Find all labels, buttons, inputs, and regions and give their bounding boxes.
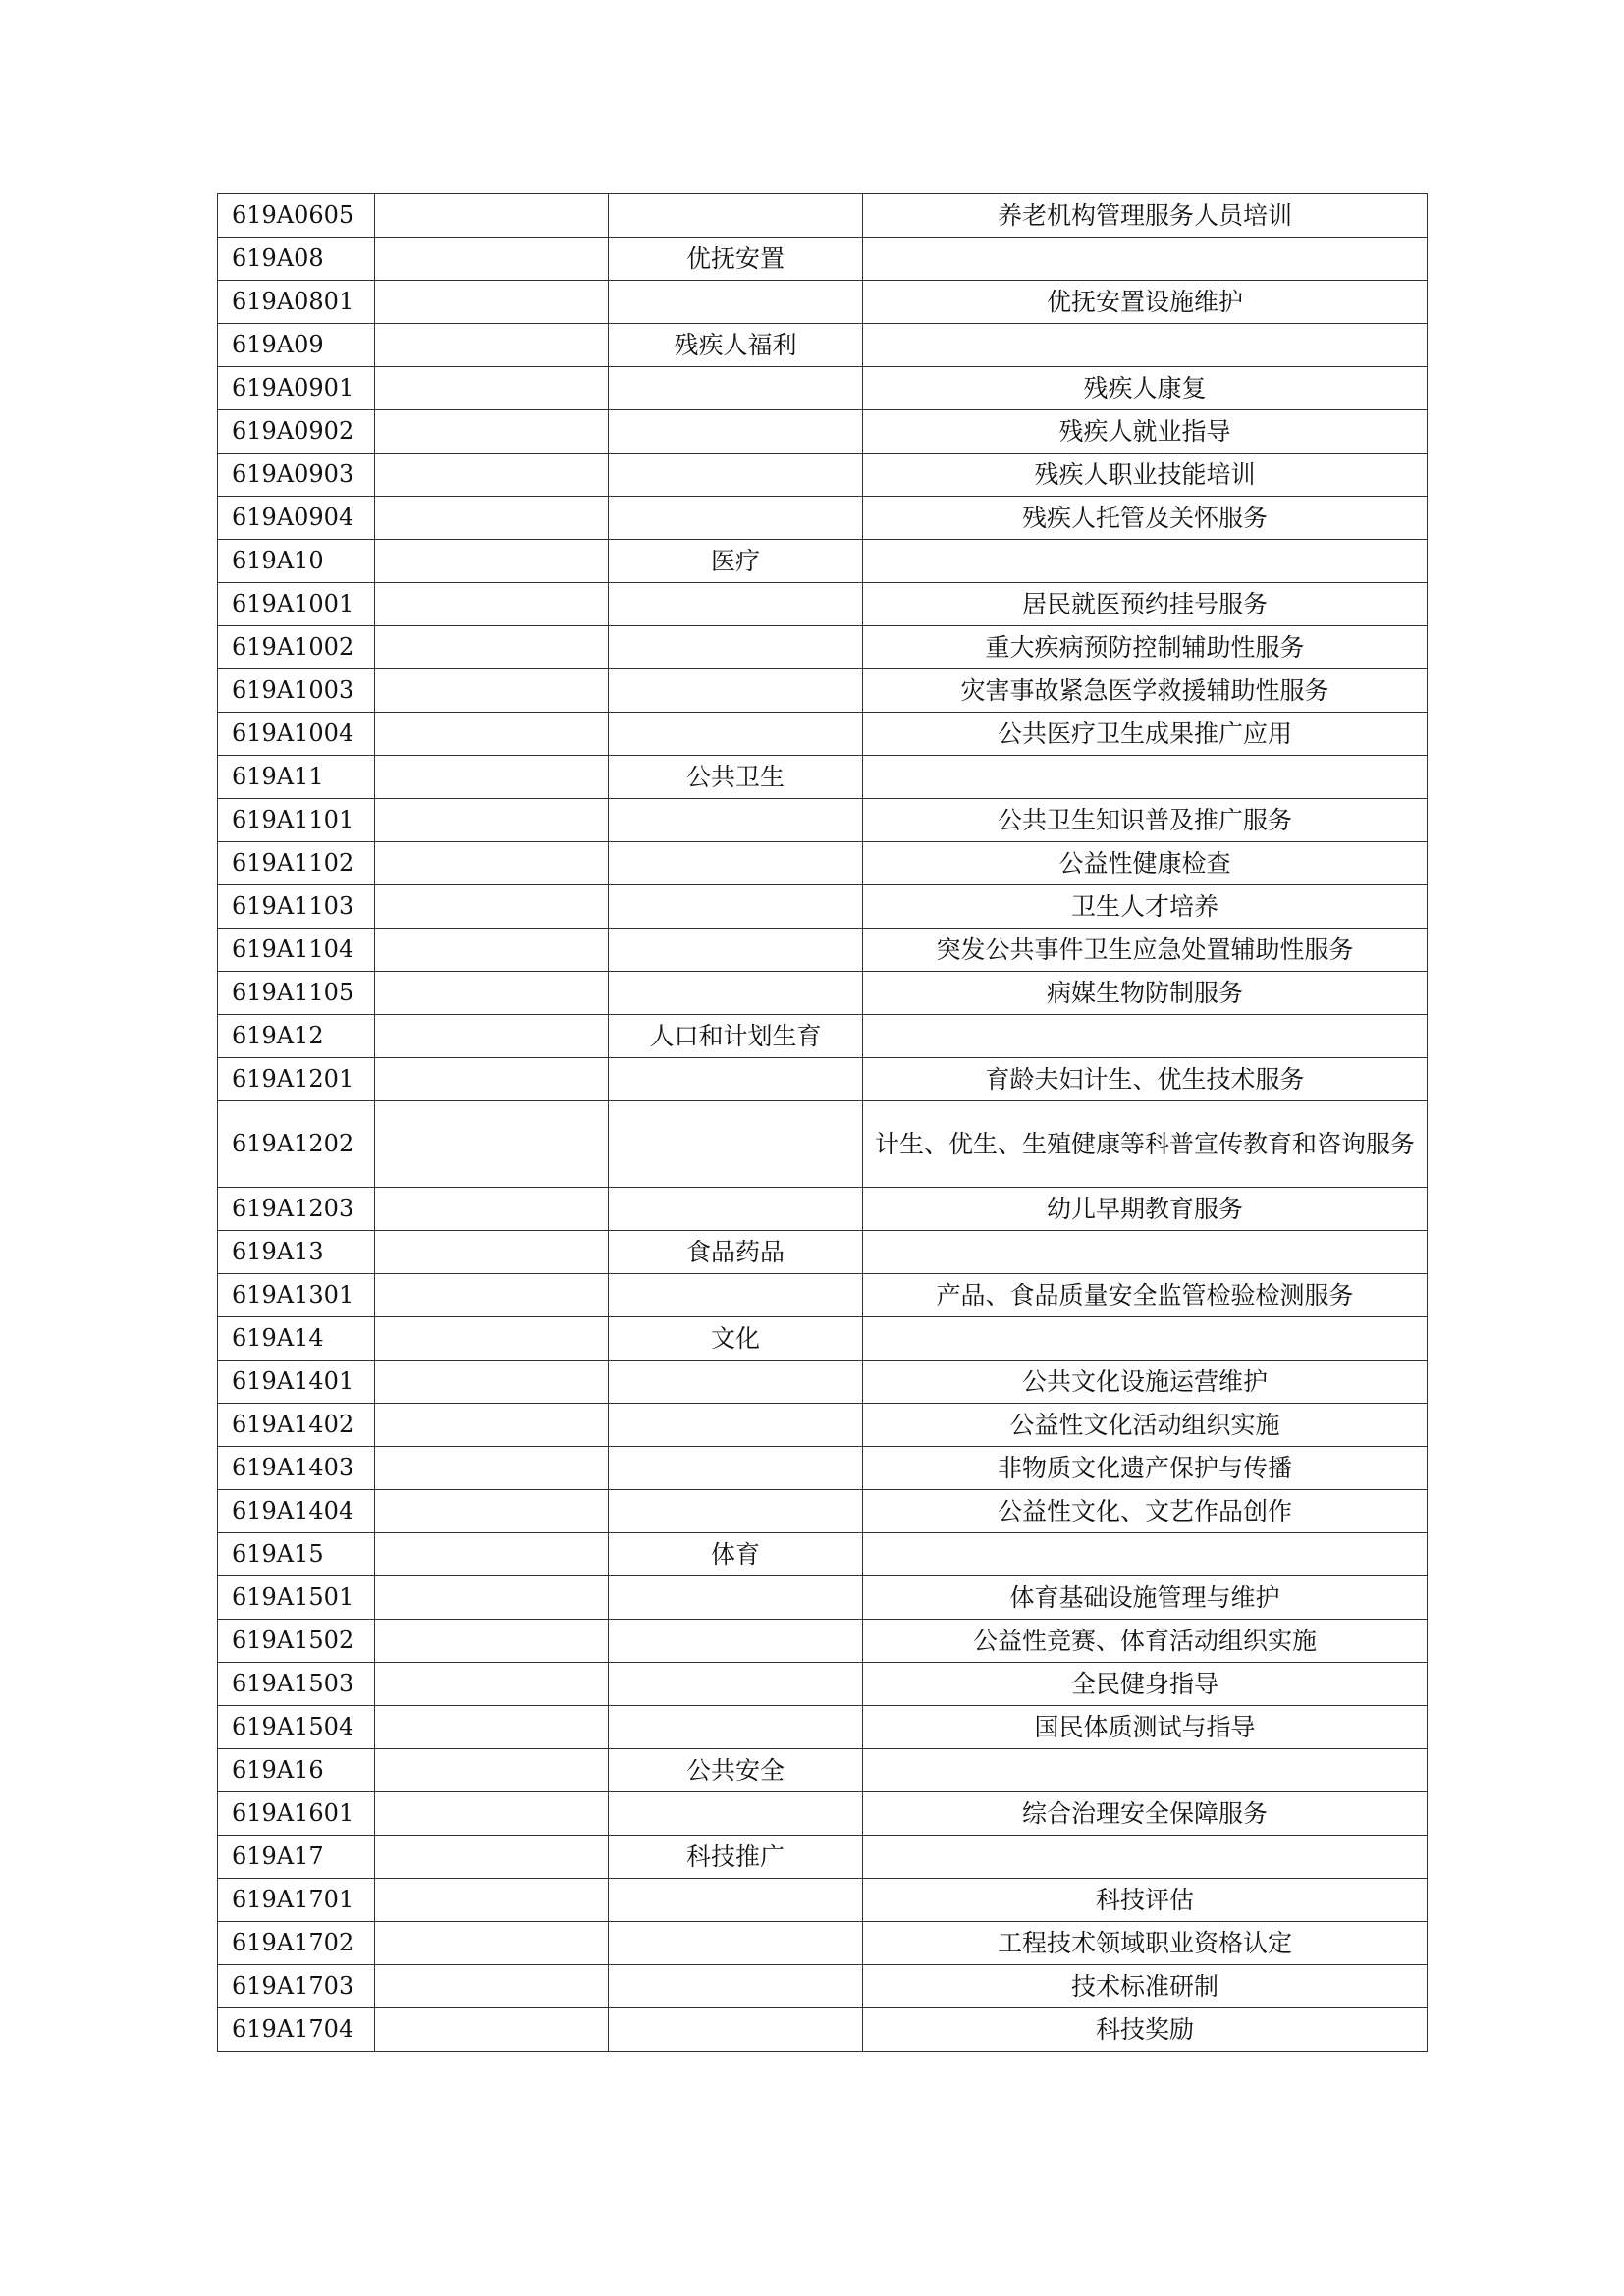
table-row xyxy=(218,1404,1428,1447)
empty-cell xyxy=(375,454,609,497)
code-cell: 619A1102 xyxy=(218,842,375,885)
category-cell xyxy=(609,2008,863,2052)
empty-cell xyxy=(375,281,609,324)
category-cell: 医疗 xyxy=(609,540,863,583)
category-cell xyxy=(609,972,863,1015)
empty-cell xyxy=(375,1706,609,1749)
service-item-cell: 养老机构管理服务人员培训 xyxy=(863,194,1428,238)
code-cell: 619A1502 xyxy=(218,1620,375,1663)
table-row xyxy=(218,799,1428,842)
service-item-cell xyxy=(863,238,1428,281)
table-row xyxy=(218,669,1428,713)
category-cell xyxy=(609,1576,863,1620)
category-cell xyxy=(609,669,863,713)
empty-cell xyxy=(375,497,609,540)
table-row xyxy=(218,238,1428,281)
service-item-cell: 幼儿早期教育服务 xyxy=(863,1188,1428,1231)
empty-cell xyxy=(375,238,609,281)
empty-cell xyxy=(375,1058,609,1101)
category-cell xyxy=(609,497,863,540)
service-item-cell xyxy=(863,324,1428,367)
empty-cell xyxy=(375,669,609,713)
service-item-cell: 公益性竞赛、体育活动组织实施 xyxy=(863,1620,1428,1663)
empty-cell xyxy=(375,540,609,583)
table-row xyxy=(218,1576,1428,1620)
service-item-cell: 公益性文化、文艺作品创作 xyxy=(863,1490,1428,1533)
code-cell: 619A1203 xyxy=(218,1188,375,1231)
code-cell: 619A1105 xyxy=(218,972,375,1015)
code-cell: 619A1202 xyxy=(218,1101,375,1188)
table-row xyxy=(218,2008,1428,2052)
table-row xyxy=(218,1749,1428,1792)
service-item-cell: 优抚安置设施维护 xyxy=(863,281,1428,324)
service-item-cell: 突发公共事件卫生应急处置辅助性服务 xyxy=(863,929,1428,972)
code-cell: 619A15 xyxy=(218,1533,375,1576)
service-item-cell: 残疾人职业技能培训 xyxy=(863,454,1428,497)
category-cell xyxy=(609,842,863,885)
code-cell: 619A17 xyxy=(218,1836,375,1879)
table-row xyxy=(218,1317,1428,1361)
service-item-cell: 居民就医预约挂号服务 xyxy=(863,583,1428,626)
empty-cell xyxy=(375,1274,609,1317)
table-row xyxy=(218,1274,1428,1317)
code-cell: 619A0605 xyxy=(218,194,375,238)
empty-cell xyxy=(375,713,609,756)
service-item-cell: 全民健身指导 xyxy=(863,1663,1428,1706)
empty-cell xyxy=(375,1879,609,1922)
table-row xyxy=(218,497,1428,540)
table-row xyxy=(218,1361,1428,1404)
category-cell xyxy=(609,1058,863,1101)
code-cell: 619A0904 xyxy=(218,497,375,540)
table-row xyxy=(218,540,1428,583)
service-item-cell: 科技奖励 xyxy=(863,2008,1428,2052)
service-item-cell: 育龄夫妇计生、优生技术服务 xyxy=(863,1058,1428,1101)
code-cell: 619A1003 xyxy=(218,669,375,713)
service-item-cell: 公共文化设施运营维护 xyxy=(863,1361,1428,1404)
empty-cell xyxy=(375,194,609,238)
empty-cell xyxy=(375,1404,609,1447)
empty-cell xyxy=(375,1922,609,1965)
category-cell xyxy=(609,367,863,410)
category-cell: 公共卫生 xyxy=(609,756,863,799)
empty-cell xyxy=(375,799,609,842)
code-cell: 619A11 xyxy=(218,756,375,799)
table-row xyxy=(218,454,1428,497)
category-cell xyxy=(609,1404,863,1447)
service-item-cell xyxy=(863,1749,1428,1792)
service-item-cell xyxy=(863,1533,1428,1576)
table-row xyxy=(218,626,1428,669)
empty-cell xyxy=(375,1620,609,1663)
code-cell: 619A0902 xyxy=(218,410,375,454)
category-cell: 公共安全 xyxy=(609,1749,863,1792)
category-cell xyxy=(609,410,863,454)
code-cell: 619A1504 xyxy=(218,1706,375,1749)
service-item-cell: 科技评估 xyxy=(863,1879,1428,1922)
table-row xyxy=(218,367,1428,410)
category-cell xyxy=(609,454,863,497)
code-cell: 619A1601 xyxy=(218,1792,375,1836)
table-row xyxy=(218,842,1428,885)
category-cell: 残疾人福利 xyxy=(609,324,863,367)
code-cell: 619A1402 xyxy=(218,1404,375,1447)
table-row xyxy=(218,1663,1428,1706)
service-item-cell: 技术标准研制 xyxy=(863,1965,1428,2008)
empty-cell xyxy=(375,1749,609,1792)
code-cell: 619A09 xyxy=(218,324,375,367)
empty-cell xyxy=(375,1231,609,1274)
service-item-cell xyxy=(863,1231,1428,1274)
table-row xyxy=(218,1447,1428,1490)
service-item-cell xyxy=(863,756,1428,799)
category-cell xyxy=(609,929,863,972)
service-item-cell: 残疾人就业指导 xyxy=(863,410,1428,454)
service-item-cell: 计生、优生、生殖健康等科普宣传教育和咨询服务 xyxy=(863,1101,1428,1188)
code-cell: 619A1103 xyxy=(218,885,375,929)
code-cell: 619A1201 xyxy=(218,1058,375,1101)
table-row xyxy=(218,756,1428,799)
category-cell xyxy=(609,1490,863,1533)
code-cell: 619A12 xyxy=(218,1015,375,1058)
service-item-cell: 公益性健康检查 xyxy=(863,842,1428,885)
empty-cell xyxy=(375,1015,609,1058)
empty-cell xyxy=(375,1792,609,1836)
table-row xyxy=(218,1015,1428,1058)
empty-cell xyxy=(375,756,609,799)
table-row xyxy=(218,1188,1428,1231)
service-catalog-table xyxy=(217,193,1428,2052)
category-cell xyxy=(609,1188,863,1231)
category-cell xyxy=(609,1922,863,1965)
service-item-cell xyxy=(863,1836,1428,1879)
empty-cell xyxy=(375,842,609,885)
empty-cell xyxy=(375,972,609,1015)
code-cell: 619A1004 xyxy=(218,713,375,756)
category-cell xyxy=(609,583,863,626)
category-cell xyxy=(609,1274,863,1317)
category-cell xyxy=(609,1879,863,1922)
code-cell: 619A0901 xyxy=(218,367,375,410)
service-item-cell: 国民体质测试与指导 xyxy=(863,1706,1428,1749)
code-cell: 619A1701 xyxy=(218,1879,375,1922)
category-cell xyxy=(609,1101,863,1188)
code-cell: 619A1104 xyxy=(218,929,375,972)
code-cell: 619A08 xyxy=(218,238,375,281)
service-item-cell: 灾害事故紧急医学救援辅助性服务 xyxy=(863,669,1428,713)
service-item-cell: 公共卫生知识普及推广服务 xyxy=(863,799,1428,842)
empty-cell xyxy=(375,1965,609,2008)
service-item-cell: 综合治理安全保障服务 xyxy=(863,1792,1428,1836)
code-cell: 619A1404 xyxy=(218,1490,375,1533)
code-cell: 619A13 xyxy=(218,1231,375,1274)
service-item-cell: 公益性文化活动组织实施 xyxy=(863,1404,1428,1447)
table-row xyxy=(218,410,1428,454)
code-cell: 619A1403 xyxy=(218,1447,375,1490)
category-cell: 体育 xyxy=(609,1533,863,1576)
category-cell xyxy=(609,626,863,669)
category-cell xyxy=(609,1706,863,1749)
service-item-cell: 公共医疗卫生成果推广应用 xyxy=(863,713,1428,756)
code-cell: 619A14 xyxy=(218,1317,375,1361)
empty-cell xyxy=(375,1490,609,1533)
table-row xyxy=(218,713,1428,756)
empty-cell xyxy=(375,2008,609,2052)
table-row xyxy=(218,281,1428,324)
code-cell: 619A0903 xyxy=(218,454,375,497)
service-item-cell xyxy=(863,1015,1428,1058)
code-cell: 619A1401 xyxy=(218,1361,375,1404)
category-cell xyxy=(609,194,863,238)
category-cell xyxy=(609,1447,863,1490)
empty-cell xyxy=(375,324,609,367)
service-item-cell: 病媒生物防制服务 xyxy=(863,972,1428,1015)
table-row xyxy=(218,885,1428,929)
empty-cell xyxy=(375,410,609,454)
table-row xyxy=(218,1620,1428,1663)
empty-cell xyxy=(375,1361,609,1404)
table-body xyxy=(218,194,1428,2052)
table-row xyxy=(218,1101,1428,1188)
empty-cell xyxy=(375,1836,609,1879)
category-cell xyxy=(609,799,863,842)
table-row xyxy=(218,1836,1428,1879)
service-item-cell: 产品、食品质量安全监管检验检测服务 xyxy=(863,1274,1428,1317)
category-cell xyxy=(609,885,863,929)
service-item-cell: 重大疾病预防控制辅助性服务 xyxy=(863,626,1428,669)
table-row xyxy=(218,1490,1428,1533)
code-cell: 619A0801 xyxy=(218,281,375,324)
category-cell xyxy=(609,1965,863,2008)
empty-cell xyxy=(375,1447,609,1490)
empty-cell xyxy=(375,1533,609,1576)
code-cell: 619A1002 xyxy=(218,626,375,669)
service-item-cell: 卫生人才培养 xyxy=(863,885,1428,929)
table-row xyxy=(218,1792,1428,1836)
table-row xyxy=(218,1965,1428,2008)
empty-cell xyxy=(375,885,609,929)
empty-cell xyxy=(375,1317,609,1361)
category-cell: 食品药品 xyxy=(609,1231,863,1274)
code-cell: 619A1001 xyxy=(218,583,375,626)
category-cell xyxy=(609,1663,863,1706)
service-item-cell xyxy=(863,540,1428,583)
service-item-cell xyxy=(863,1317,1428,1361)
empty-cell xyxy=(375,1663,609,1706)
empty-cell xyxy=(375,1101,609,1188)
code-cell: 619A1101 xyxy=(218,799,375,842)
service-item-cell: 残疾人托管及关怀服务 xyxy=(863,497,1428,540)
table-row xyxy=(218,1058,1428,1101)
empty-cell xyxy=(375,1188,609,1231)
table-row xyxy=(218,1533,1428,1576)
category-cell xyxy=(609,1620,863,1663)
code-cell: 619A1704 xyxy=(218,2008,375,2052)
category-cell: 文化 xyxy=(609,1317,863,1361)
table-row xyxy=(218,1706,1428,1749)
category-cell xyxy=(609,281,863,324)
category-cell: 科技推广 xyxy=(609,1836,863,1879)
code-cell: 619A1301 xyxy=(218,1274,375,1317)
table-row xyxy=(218,972,1428,1015)
category-cell xyxy=(609,1361,863,1404)
service-item-cell: 非物质文化遗产保护与传播 xyxy=(863,1447,1428,1490)
empty-cell xyxy=(375,929,609,972)
code-cell: 619A10 xyxy=(218,540,375,583)
service-item-cell: 残疾人康复 xyxy=(863,367,1428,410)
empty-cell xyxy=(375,583,609,626)
table-row xyxy=(218,324,1428,367)
category-cell: 优抚安置 xyxy=(609,238,863,281)
code-cell: 619A1703 xyxy=(218,1965,375,2008)
category-cell xyxy=(609,1792,863,1836)
code-cell: 619A1503 xyxy=(218,1663,375,1706)
table-row xyxy=(218,583,1428,626)
table-row xyxy=(218,1922,1428,1965)
category-cell: 人口和计划生育 xyxy=(609,1015,863,1058)
category-cell xyxy=(609,713,863,756)
table-row xyxy=(218,1231,1428,1274)
table-row xyxy=(218,1879,1428,1922)
empty-cell xyxy=(375,367,609,410)
service-item-cell: 体育基础设施管理与维护 xyxy=(863,1576,1428,1620)
service-item-cell: 工程技术领域职业资格认定 xyxy=(863,1922,1428,1965)
code-cell: 619A1501 xyxy=(218,1576,375,1620)
code-cell: 619A1702 xyxy=(218,1922,375,1965)
table-row xyxy=(218,194,1428,238)
table-row xyxy=(218,929,1428,972)
empty-cell xyxy=(375,626,609,669)
code-cell: 619A16 xyxy=(218,1749,375,1792)
empty-cell xyxy=(375,1576,609,1620)
